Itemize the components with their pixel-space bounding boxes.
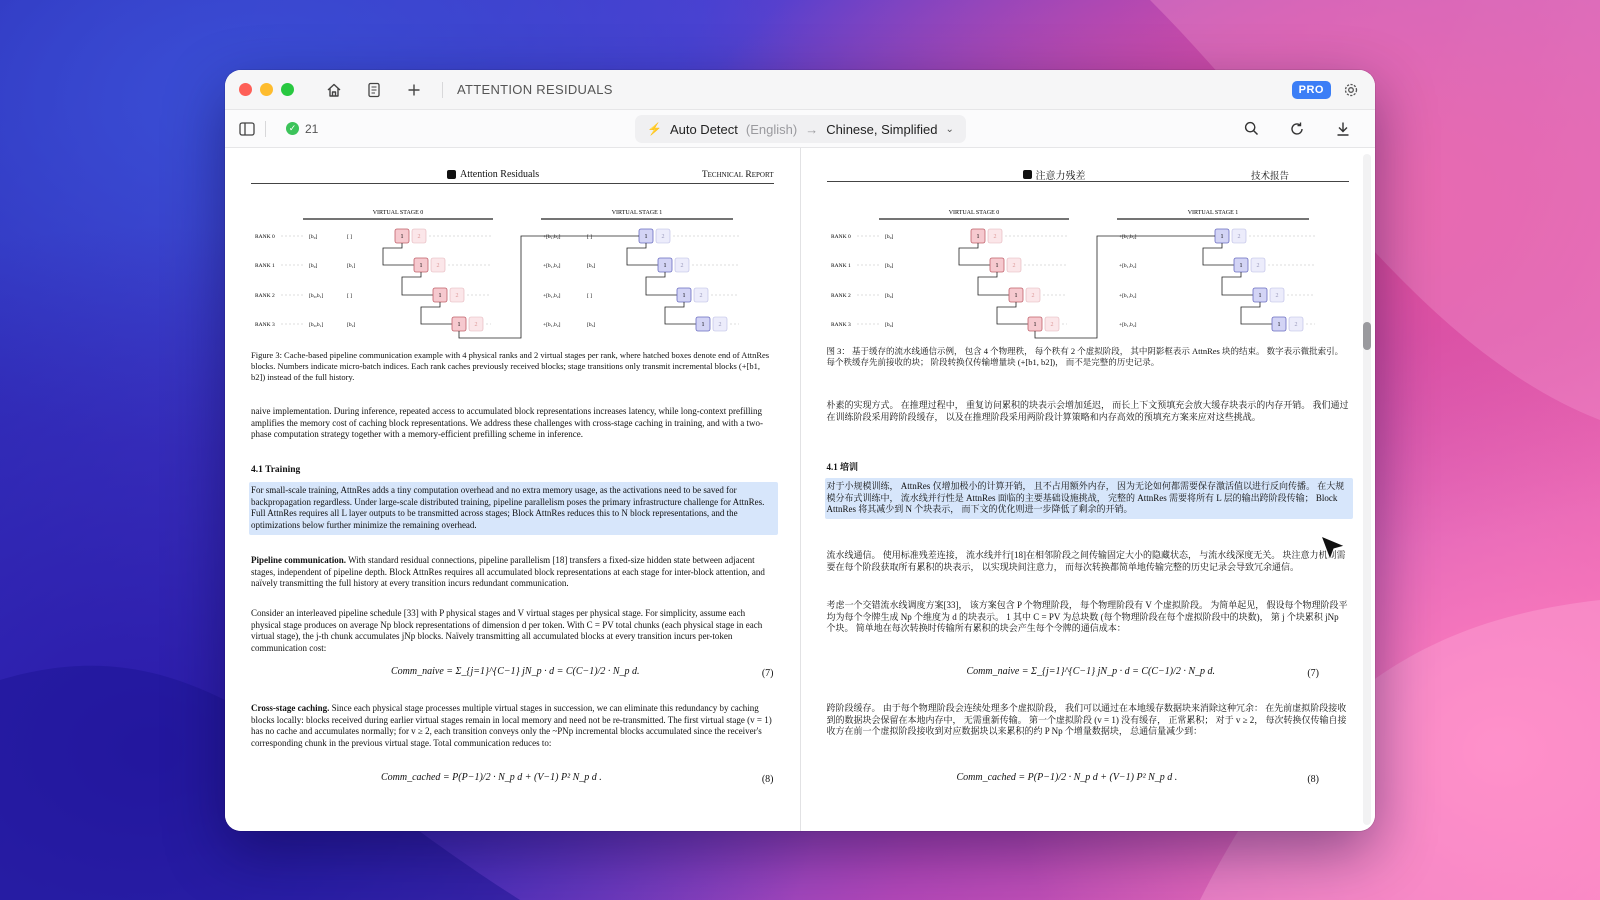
cache-label: [b₀,b₁] <box>309 293 324 299</box>
bolt-icon: ⚡ <box>647 122 662 136</box>
stage1-recv: [ ] <box>587 234 593 240</box>
paragraph <box>251 555 774 590</box>
mouse-pointer-icon <box>1318 533 1348 563</box>
block-index: 1 <box>438 293 442 299</box>
equation-8 <box>827 766 1350 796</box>
block-index: 2 <box>661 234 665 240</box>
stage-label: VIRTUAL STAGE 1 <box>1187 210 1238 216</box>
block-index: 2 <box>1050 322 1053 328</box>
header-title <box>1023 167 1086 182</box>
recv-label: [b₁] <box>347 263 356 269</box>
section-heading: 4.1 Training <box>251 465 301 475</box>
translated-count <box>286 122 318 136</box>
pipeline-connector <box>627 243 658 265</box>
chevron-down-icon: ⌄ <box>945 123 954 135</box>
section-heading: 4.1 培训 <box>826 462 859 472</box>
header-title-text: Attention Residuals <box>460 169 540 180</box>
translation-toolbar <box>225 110 1375 148</box>
equation-8 <box>251 766 774 796</box>
block-index: 1 <box>1277 322 1280 328</box>
minimize-window-button[interactable] <box>260 83 273 96</box>
rank-label: RANK 0 <box>255 234 275 240</box>
logo-icon <box>447 170 456 179</box>
original-page <box>251 148 774 831</box>
figure-3-diagram <box>827 206 1317 346</box>
block-index: 1 <box>976 234 979 240</box>
rank-label: RANK 1 <box>255 263 275 269</box>
block-index: 1 <box>1239 263 1242 269</box>
stage1-prefix: +[b₁,b₂] <box>543 263 561 269</box>
equation-body: Comm_naive = Σ_{j=1}^{C−1} jN_p · d = C(C−1)/2 · N_p d. <box>391 666 640 677</box>
highlighted-paragraph[interactable]: For small-scale training, AttnRes adds a tiny computation overhead and no extra memory usage, as the activations need to be saved for backpropagation regardless. Under large-scale distributed training, pipeline parallelism poses the primary infrastructure challenge for AttnRes. Full AttnRes requires all L layer outputs to be transmitted across stages; Block AttnRes reduces this to N block representations, and the optimizations below further minimize the remaining overhead. <box>249 482 778 535</box>
close-window-button[interactable] <box>239 83 252 96</box>
recv-label: [b₂] <box>347 322 356 328</box>
app-window <box>225 70 1375 831</box>
figure-3-diagram <box>251 206 741 346</box>
translated-count-value: 21 <box>305 121 319 136</box>
target-language: Chinese, Simplified <box>826 121 938 137</box>
block-index: 2 <box>474 322 478 328</box>
rank-label: RANK 2 <box>255 293 275 299</box>
recv-label: [ ] <box>347 234 353 240</box>
equation-number: (7) <box>761 668 774 679</box>
pipeline-connector <box>1222 272 1253 295</box>
block-index: 1 <box>701 322 705 328</box>
toolbar-divider <box>442 82 443 98</box>
check-icon: ✓ <box>286 122 299 135</box>
paragraph: Consider an interleaved pipeline schedule [33] with P physical stages and V virtual stages per physical stage. For simplicity, assume each physical stage produces on average Np block representations of dimension d per token. With C = PV total chunks (each physical stage in each virtual stage), the j-th chunk accumulates jNp blocks. Naïvely transmitting all accumulated blocks at every transition incurs per-token communication cost: <box>251 608 763 654</box>
translated-page <box>827 148 1350 831</box>
window-controls <box>239 83 294 96</box>
block-index: 1 <box>419 263 423 269</box>
home-icon[interactable] <box>324 80 344 100</box>
maximize-window-button[interactable] <box>281 83 294 96</box>
stage-label: VIRTUAL STAGE 1 <box>611 210 663 216</box>
stage1-prefix: +[b₁,b₂] <box>543 234 561 240</box>
search-icon[interactable] <box>1241 119 1261 139</box>
equation-number: (8) <box>1307 774 1319 785</box>
figure-caption: 图 3： 基于缓存的流水线通信示例， 包含 4 个物理秩， 每个秩有 2 个虚拟阶段， 其中阴影框表示 AttnRes 块的结束。 数字表示微批索引。 每个秩缓存先前接收的块； 阶段转换仅传输增量块 (+[b1, b2])， 而不是完整的历史记录。 <box>826 346 1344 367</box>
title-bar <box>225 70 1375 110</box>
highlighted-paragraph[interactable]: 对于小规模训练， AttnRes 仅增加极小的计算开销， 且不占用额外内存， 因为无论如何都需要保存激活值以进行反向传播。 在大规模分布式训练中， 流水线并行性是 AttnRes 面临的主要基础设施挑战， 完整的 AttnRes 需要将所有 L 层的输出跨阶段传输； Block AttnRes 将其减少到 N 个块表示， 而下文的优化则进一步降低了剩余的开销。 <box>825 478 1354 519</box>
equation-7 <box>827 660 1350 690</box>
block-index: 2 <box>1237 234 1240 240</box>
block-index: 1 <box>1033 322 1036 328</box>
block-index: 1 <box>1258 293 1261 299</box>
original-pane[interactable] <box>225 148 801 831</box>
cache-label: [b₀] <box>884 234 893 240</box>
cache-label: [b₀] <box>884 322 893 328</box>
recv-label: [ ] <box>347 293 353 299</box>
rank-label: RANK 3 <box>830 322 851 328</box>
block-index: 1 <box>995 263 998 269</box>
equation-body: Comm_cached = P(P−1)/2 · N_p d + (V−1) P² N_p d . <box>381 772 602 783</box>
pipeline-connector <box>402 272 433 295</box>
toolbar-actions <box>1231 119 1363 139</box>
equation-number: (8) <box>761 774 774 785</box>
gear-icon[interactable] <box>1341 80 1361 100</box>
plus-icon[interactable] <box>404 80 424 100</box>
rank-label: RANK 0 <box>830 234 851 240</box>
pipeline-connector <box>1203 243 1234 265</box>
stage1-recv: [b₃] <box>587 322 596 328</box>
pipeline-connector <box>959 243 990 265</box>
block-index: 2 <box>718 322 722 328</box>
block-index: 1 <box>1220 234 1223 240</box>
paragraph: naive implementation. During inference, repeated access to accumulated block representations increases latency, while long-context prefilling amplifies the memory cost of caching block representations. We address these challenges with cross-stage caching in training, and with a two-phase computation strategy together with a memory-efficient prefilling scheme in inference. <box>251 406 763 440</box>
rank-label: RANK 3 <box>255 322 275 328</box>
equation-7 <box>251 660 774 690</box>
equation-body: Comm_naive = Σ_{j=1}^{C−1} jN_p · d = C(C−1)/2 · N_p d. <box>966 666 1216 677</box>
paragraph: 考虑一个交错流水线调度方案[33]， 该方案包含 P 个物理阶段， 每个物理阶段有 V 个虚拟阶段。 为简单起见， 假设每个物理阶段平均为每个令牌生成 Np 个维度为 d 的块表示。 1 其中 C = PV 为总块数 (每个物理阶段在每个虚拟阶段中的块数)， 第 j 个块累积 jNp 个块。 简单地在每次转换时传输所有累积的块会产生每个令牌的通信成本： <box>826 600 1348 634</box>
block-index: 1 <box>682 293 686 299</box>
header-title <box>447 169 539 180</box>
pipeline-connector <box>383 243 414 265</box>
refresh-icon[interactable] <box>1287 119 1307 139</box>
document-title: ATTENTION RESIDUALS <box>457 82 613 97</box>
book-icon[interactable] <box>364 80 384 100</box>
block-index: 1 <box>400 234 404 240</box>
language-selector[interactable] <box>635 115 966 143</box>
scrollbar-thumb[interactable] <box>1363 322 1371 350</box>
paragraph: 跨阶段缓存。 由于每个物理阶段会连续处理多个虚拟阶段， 我们可以通过在本地缓存数据块来消除这种冗余： 在先前虚拟阶段接收到的数据块会保留在本地内存中， 无需重新传输。 第一个虚拟阶段 (v = 1) 没有缓存， 正常累积； 对于 v ≥ 2， 每次转换仅传输自接收方在前一个虚拟阶段接收到对应数据块以来累积的约 P Np 个增量数据块， 总通信量减少到： <box>826 703 1347 737</box>
block-index: 2 <box>993 234 996 240</box>
block-index: 1 <box>457 322 461 328</box>
pipeline-connector <box>421 302 452 324</box>
cache-label: [b₀] <box>309 234 318 240</box>
stage1-prefix: +[b₁,b₂] <box>1118 322 1136 328</box>
block-index: 2 <box>1031 293 1034 299</box>
equation-number: (7) <box>1307 668 1319 679</box>
scrollbar[interactable] <box>1363 154 1371 825</box>
paragraph-body: Since each physical stage processes multiple virtual stages in succession, we can eliminate this redundancy by caching blocks locally: blocks received during earlier virtual stages remain in local memory and need not be re-transmitted. The first virtual stage (v = 1) has no cache and accumulates normally; for v ≥ 2, each transition conveys only the ~PNp incremental blocks accumulated since the receiver's corresponding chunk in the previous virtual stage. Total communication reduces to: <box>251 703 772 749</box>
cache-label: [b₀] <box>884 293 893 299</box>
block-index: 2 <box>436 263 440 269</box>
page-header <box>827 166 1350 182</box>
stage-label: VIRTUAL STAGE 0 <box>948 210 999 216</box>
block-index: 2 <box>1275 293 1278 299</box>
sidebar-toggle-icon[interactable] <box>237 119 257 139</box>
pipeline-connector <box>997 302 1028 324</box>
block-index: 1 <box>1014 293 1017 299</box>
cache-label: [b₀] <box>309 263 318 269</box>
paragraph-title: Pipeline communication. <box>251 555 346 565</box>
pipeline-connector <box>646 272 677 295</box>
download-icon[interactable] <box>1333 119 1353 139</box>
stage1-prefix: +[b₁,b₂] <box>1118 293 1136 299</box>
pipeline-connector <box>665 302 696 324</box>
translation-pane[interactable] <box>801 148 1376 831</box>
stage1-prefix: +[b₁,b₂] <box>543 322 561 328</box>
header-right: 技术报告 <box>1250 172 1289 182</box>
detected-language: (English) <box>745 121 798 137</box>
block-index: 2 <box>1256 263 1259 269</box>
stage1-prefix: +[b₁,b₂] <box>1118 263 1136 269</box>
paragraph: 朴素的实现方式。 在推理过程中， 重复访问累积的块表示会增加延迟， 而长上下文预填充会放大缓存块表示的内存开销。 我们通过在训练阶段采用跨阶段缓存， 以及在推理阶段采用两阶段计算策略和内存高效的预填充方案来应对这些挑战。 <box>826 400 1349 422</box>
cache-label: [b₀] <box>884 263 893 269</box>
pipeline-connector <box>978 272 1009 295</box>
stage1-prefix: +[b₁,b₂] <box>543 293 561 299</box>
block-index: 2 <box>680 263 684 269</box>
stage1-prefix: +[b₁,b₂] <box>1118 234 1136 240</box>
block-index: 1 <box>644 234 648 240</box>
equation-body: Comm_cached = P(P−1)/2 · N_p d + (V−1) P² N_p d . <box>956 772 1178 783</box>
block-index: 2 <box>699 293 703 299</box>
header-title-text: 注意力残差 <box>1035 171 1086 182</box>
arrow-right-icon: → <box>805 121 819 137</box>
header-right: Technical Report <box>701 170 774 180</box>
paragraph <box>251 703 774 750</box>
figure-caption: Figure 3: Cache-based pipeline communication example with 4 physical ranks and 2 virtual stages per rank, where hatched boxes denote end of AttnRes blocks. Numbers indicate micro-batch indices. Each rank caches previously received blocks; stage transitions only transmit incremental blocks (+[b1, b2]) instead of the full history. <box>251 350 770 382</box>
source-language: Auto Detect <box>669 121 738 137</box>
pipeline-connector <box>1241 302 1272 324</box>
cache-label: [b₀,b₁] <box>309 322 324 328</box>
logo-icon <box>1023 170 1032 179</box>
rank-label: RANK 2 <box>830 293 851 299</box>
block-index: 2 <box>1294 322 1297 328</box>
rank-label: RANK 1 <box>830 263 851 269</box>
block-index: 2 <box>417 234 421 240</box>
page-header <box>251 168 774 184</box>
stage1-recv: [b₃] <box>587 263 596 269</box>
stage1-recv: [ ] <box>587 293 593 299</box>
pro-badge[interactable]: PRO <box>1292 81 1331 99</box>
block-index: 1 <box>663 263 667 269</box>
paragraph-title: Cross-stage caching. <box>251 703 330 713</box>
block-index: 2 <box>455 293 459 299</box>
stage-label: VIRTUAL STAGE 0 <box>372 210 424 216</box>
paragraph-body: With standard residual connections, pipeline parallelism [18] transfers a fixed-size hidden state between adjacent stages, independent of pipeline depth. Block AttnRes requires all accumulated block representations at each stage for inter-block attention, and naïvely transmitting the full history at every transition incurs redundant communication. <box>251 555 765 589</box>
paragraph: 流水线通信。 使用标准残差连接， 流水线并行[18]在相邻阶段之间传输固定大小的隐藏状态， 与流水线深度无关。 块注意力机制需要在每个阶段获取所有累积的块表示， 以实现块间注意力， 而每次转换都简单地传输完整的历史记录会导致冗余通信。 <box>826 550 1346 572</box>
toolbar-divider <box>265 121 266 137</box>
document-viewer <box>225 148 1375 831</box>
block-index: 2 <box>1012 263 1015 269</box>
